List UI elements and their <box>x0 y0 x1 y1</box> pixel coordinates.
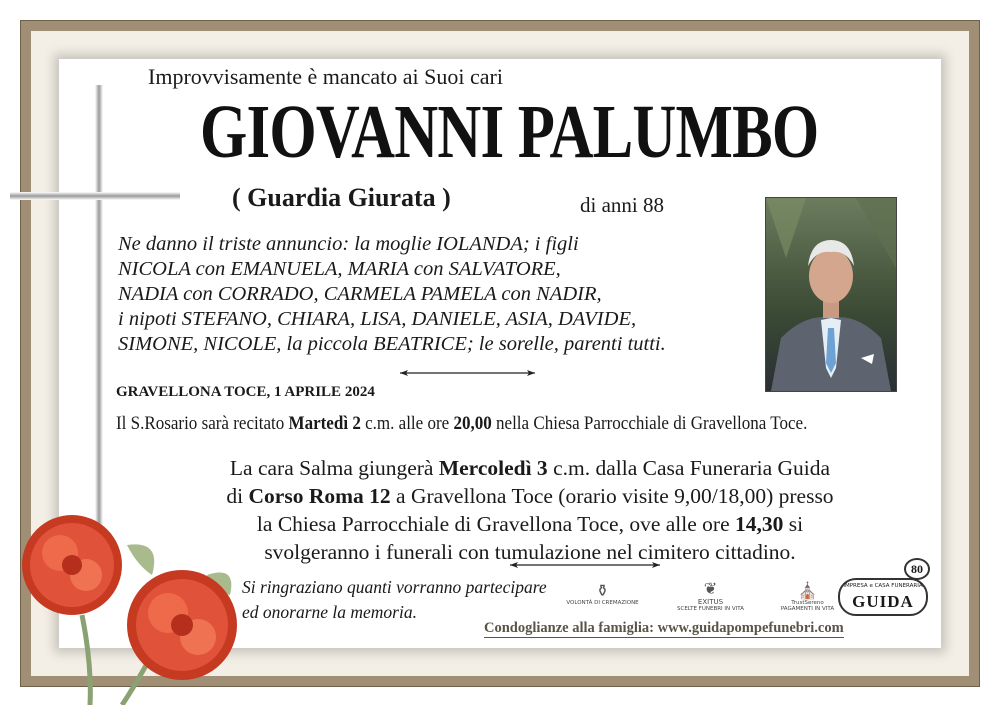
urn-icon: ⚱ <box>595 581 610 600</box>
funeral-text: la Chiesa Parrocchiale di Gravellona Toce, ove alle ore <box>256 512 735 536</box>
funeral-line: svolgeranno i funerali con tumulazione nel cimitero cittadino. <box>264 540 796 564</box>
funeral-text: di <box>226 484 249 508</box>
logo-caption: IMPRESA e CASA FUNERARIA <box>843 583 923 589</box>
rosary-text: Il S.Rosario sarà recitato <box>116 414 289 434</box>
announcement-line: i nipoti STEFANO, CHIARA, LISA, DANIELE, ASIA, DAVIDE, <box>118 308 637 330</box>
funeral-time: 14,30 <box>734 512 784 536</box>
funeral-line <box>140 454 920 482</box>
announcement <box>118 232 758 357</box>
funeral-day: Mercoledì 3 <box>438 456 548 480</box>
exitus-logo <box>668 580 753 612</box>
logo-name: EXITUS <box>697 598 724 606</box>
guida-logo <box>838 562 928 618</box>
logo-name: TrustSereno <box>791 600 824 606</box>
logo-caption: PAGAMENTI IN VITA <box>780 606 835 612</box>
rosary-info <box>116 414 807 435</box>
announcement-line: NICOLA con EMANUELA, MARIA con SALVATORE, <box>118 258 561 280</box>
carnation-right <box>127 570 237 680</box>
deceased-name: GIOVANNI PALUMBO <box>200 90 819 174</box>
separator-ornament <box>510 562 660 568</box>
funeral-address: Corso Roma 12 <box>248 484 391 508</box>
rosary-day: Martedì 2 <box>288 414 361 434</box>
logo-name: GUIDA <box>852 592 914 611</box>
rosary-time: 20,00 <box>453 414 492 434</box>
portrait-photo <box>765 197 897 392</box>
exitus-icon: ❦ <box>703 579 718 598</box>
carnation-flowers <box>12 505 252 705</box>
thanks-message <box>242 575 547 625</box>
funeral-text: La cara Salma giungerà <box>229 456 439 480</box>
funeral-text: si <box>783 512 804 536</box>
funeral-text: a Gravellona Toce (orario visite 9,00/18,00) presso <box>390 484 834 508</box>
cremation-logo <box>560 582 645 606</box>
deceased-age: di anni 88 <box>580 193 664 217</box>
funeral-line <box>140 510 920 538</box>
funeral-line <box>140 482 920 510</box>
trust-icon: ⛪ <box>797 581 818 600</box>
thanks-line: Si ringraziano quanti vorranno partecipare <box>242 577 547 597</box>
deceased-title: ( Guardia Giurata ) <box>232 183 451 212</box>
announcement-line: Ne danno il triste annuncio: la moglie IOLANDA; i figli <box>118 233 579 255</box>
separator-ornament <box>400 370 535 376</box>
trust-logo <box>770 582 845 612</box>
funeral-info <box>140 454 920 566</box>
anniversary-badge: 80 <box>904 558 930 580</box>
intro-text: Improvvisamente è mancato ai Suoi cari <box>148 64 503 89</box>
funeral-text: c.m. dalla Casa Funeraria Guida <box>547 456 831 480</box>
logo-caption: VOLONTÀ DI CREMAZIONE <box>566 600 639 606</box>
carnation-left <box>22 515 122 615</box>
logo-caption: SCELTE FUNEBRI IN VITA <box>676 606 744 612</box>
place-date: GRAVELLONA TOCE, 1 APRILE 2024 <box>116 384 375 400</box>
rosary-text: c.m. alle ore <box>360 414 454 434</box>
condolences-link[interactable]: Condoglianze alla famiglia: www.guidapompefunebri.com <box>484 620 844 636</box>
thanks-line: ed onorarne la memoria. <box>242 602 417 622</box>
rosary-text: nella Chiesa Parrocchiale di Gravellona Toce. <box>491 414 808 434</box>
announcement-line: SIMONE, NICOLE, la piccola BEATRICE; le sorelle, parenti tutti. <box>118 333 666 355</box>
announcement-line: NADIA con CORRADO, CARMELA PAMELA con NADIR, <box>118 283 602 305</box>
